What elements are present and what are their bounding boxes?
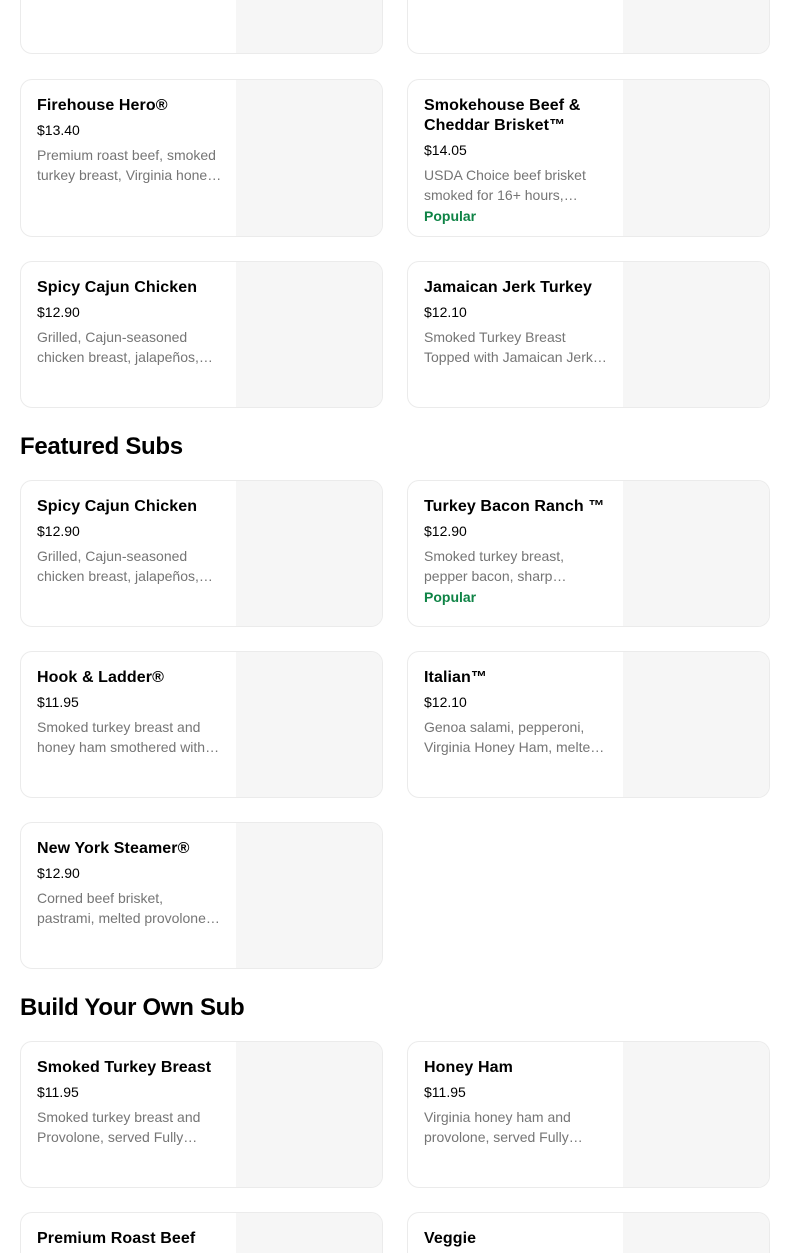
menu-item-price: $12.90: [37, 523, 80, 539]
menu-item-card[interactable]: [20, 0, 383, 54]
section-title-featured-subs: Featured Subs: [20, 433, 183, 460]
menu-item-image: [623, 652, 769, 797]
menu-item-image: [236, 262, 382, 407]
menu-item-info: [37, 668, 222, 757]
menu-item-name: Italian™: [424, 669, 488, 686]
menu-item-card[interactable]: [407, 261, 770, 408]
menu-item-info: [424, 1058, 609, 1147]
menu-item-card[interactable]: [407, 79, 770, 237]
menu-item-card[interactable]: [20, 822, 383, 969]
menu-item-description: Corned beef brisket, pastrami, melted provolone,: [37, 890, 210, 926]
menu-item-info: [37, 278, 222, 367]
menu-item-price: $11.95: [424, 1084, 466, 1100]
menu-item-name: Spicy Cajun Chicken: [37, 279, 198, 296]
menu-item-image: [236, 0, 382, 53]
menu-item-price: $11.95: [37, 694, 79, 710]
menu-item-price: $12.10: [424, 694, 467, 710]
menu-item-description: USDA Choice beef brisket smoked for 16+ hours,: [424, 167, 586, 203]
menu-item-description: Smoked turkey breast and Provolone, served Fully: [37, 1109, 201, 1145]
menu-item-name: Premium Roast Beef: [37, 1230, 196, 1247]
menu-item-image: [623, 1042, 769, 1187]
menu-item-name: Firehouse Hero®: [37, 97, 168, 114]
menu-item-info: [424, 497, 609, 606]
menu-item-image: [623, 0, 769, 53]
menu-item-image: [236, 652, 382, 797]
menu-item-image: [236, 1213, 382, 1253]
menu-item-description: Smoked turkey breast, pepper bacon, sharp: [424, 548, 565, 584]
menu-item-price: $12.90: [424, 523, 467, 539]
menu-item-price: $12.10: [424, 304, 467, 320]
menu-item-name: Turkey Bacon Ranch ™: [424, 498, 605, 515]
menu-item-card[interactable]: [407, 651, 770, 798]
popular-badge: Popular: [424, 589, 477, 605]
menu-item-info: [424, 278, 609, 367]
menu-item-card[interactable]: [20, 480, 383, 627]
menu-item-image: [623, 481, 769, 626]
menu-item-name: New York Steamer®: [37, 840, 190, 857]
menu-item-description: Virginia honey ham and provolone, served Fully: [424, 1109, 571, 1145]
menu-item-description: Smoked turkey breast and honey ham smothered with: [37, 719, 206, 755]
menu-item-card[interactable]: [407, 1212, 770, 1253]
menu-item-description: Grilled, Cajun-seasoned chicken breast, jalapeños,: [37, 329, 199, 365]
menu-item-name: Smoked Turkey Breast: [37, 1059, 212, 1076]
menu-item-image: [236, 1042, 382, 1187]
menu-item-card[interactable]: [20, 261, 383, 408]
menu-item-card[interactable]: [407, 480, 770, 627]
menu-item-description: Premium roast beef, smoked turkey breast, Virginia honey: [37, 147, 216, 183]
menu-item-info: [37, 839, 222, 928]
menu-item-card[interactable]: [20, 1212, 383, 1253]
popular-badge: Popular: [424, 208, 477, 224]
menu-item-image: [623, 262, 769, 407]
menu-item-info: [37, 96, 222, 185]
menu-item-image: [236, 80, 382, 236]
menu-item-card[interactable]: [407, 0, 770, 54]
menu-item-name: Veggie: [424, 1230, 477, 1247]
menu-item-card[interactable]: [20, 79, 383, 237]
menu-item-image: [236, 481, 382, 626]
menu-item-card[interactable]: [20, 651, 383, 798]
menu-item-info: [424, 96, 609, 225]
menu-item-price: $14.05: [424, 142, 467, 158]
section-title-build-your-own-sub: Build Your Own Sub: [20, 994, 245, 1021]
menu-item-name: Jamaican Jerk Turkey: [424, 279, 593, 296]
menu-item-info: [424, 668, 609, 757]
menu-item-name: Hook & Ladder®: [37, 669, 164, 686]
menu-item-description: Genoa salami, pepperoni, Virginia Honey Ham, melted: [424, 719, 599, 755]
menu-item-name: Smokehouse Beef & Cheddar Brisket™: [424, 97, 581, 134]
menu-item-info: [37, 1229, 222, 1249]
menu-item-card[interactable]: [20, 1041, 383, 1188]
menu-item-image: [236, 823, 382, 968]
menu-item-price: $11.95: [37, 1084, 79, 1100]
menu-item-price: $12.90: [37, 304, 80, 320]
menu-item-name: Spicy Cajun Chicken: [37, 498, 198, 515]
menu-item-image: [623, 80, 769, 236]
menu-item-price: $13.40: [37, 122, 80, 138]
menu-item-name: Honey Ham: [424, 1059, 513, 1076]
menu-item-image: [623, 1213, 769, 1253]
menu-item-description: Smoked Turkey Breast Topped with Jamaican Jerk: [424, 329, 593, 365]
menu-item-info: [37, 497, 222, 586]
menu-item-info: [424, 1229, 609, 1249]
menu-item-price: $12.90: [37, 865, 80, 881]
menu-item-info: [37, 1058, 222, 1147]
menu-item-description: Grilled, Cajun-seasoned chicken breast, jalapeños,: [37, 548, 199, 584]
menu-item-card[interactable]: [407, 1041, 770, 1188]
